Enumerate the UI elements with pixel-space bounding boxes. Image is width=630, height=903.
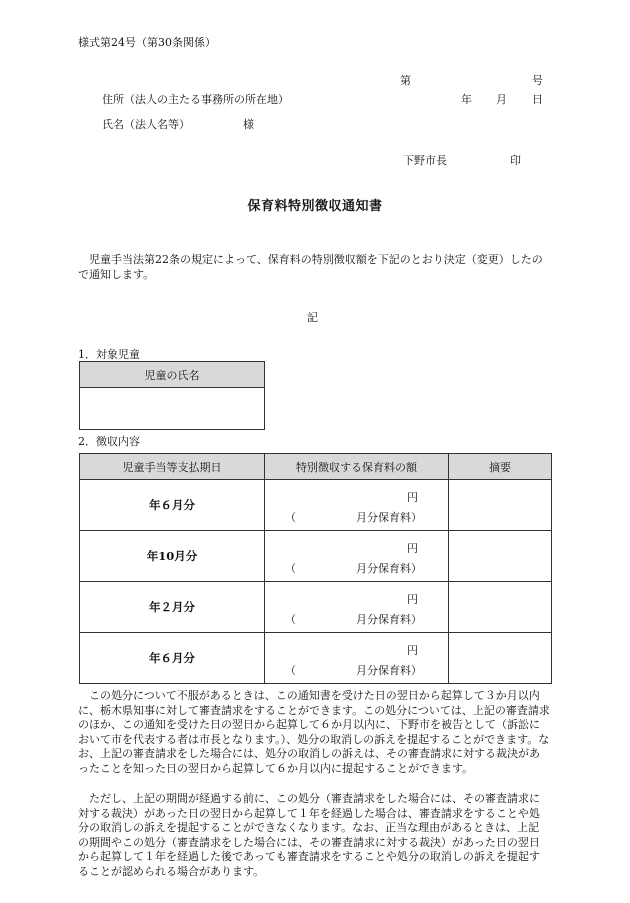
name-label: 氏名（法人名等）	[102, 118, 190, 131]
yen-label: 円	[407, 644, 418, 657]
child-name-header: 児童の氏名	[80, 362, 265, 388]
sama-label: 様	[243, 118, 254, 131]
period-cell: 年２月分	[80, 582, 265, 633]
address-label: 住所（法人の主たる事務所の所在地）	[102, 93, 289, 106]
child-name-cell	[80, 388, 265, 430]
table-row	[80, 480, 552, 531]
table-row	[80, 633, 552, 684]
amount-cell	[265, 633, 449, 684]
open-paren: （	[285, 613, 296, 626]
table-row	[80, 531, 552, 582]
number-prefix: 第	[400, 74, 411, 87]
header-payment-date: 児童手当等支払期日	[80, 454, 265, 480]
yen-label: 円	[407, 542, 418, 555]
date-month: 月	[496, 93, 507, 106]
amount-cell	[265, 531, 449, 582]
document-title: 保育料特別徴収通知書	[247, 199, 383, 214]
remarks-cell	[449, 582, 552, 633]
section2-heading: 2．徴収内容	[78, 435, 140, 448]
number-suffix: 号	[532, 74, 543, 87]
open-paren: （	[285, 511, 296, 524]
notice-paragraph-2: ただし、上記の期間が経過する前に、この処分（審査請求をした場合には、その審査請求に対する裁決）があった日の翌日から起算して１年を経過した場合は、審査請求をすることや処分の取消しの訴えを提起することができなくなります。なお、正当な理由があるときは、上記の期間やこの処分（審査請求をした場合には、その審査請求に対する裁決）があった日の翌日から起算して１年を経過した後であっても審査請求をすることや処分の取消しの訴えを提起することが認められる場合があります。	[78, 792, 540, 878]
yen-label: 円	[407, 491, 418, 504]
period-cell: 年10月分	[80, 531, 265, 582]
month-fee-label: 月分保育料）	[356, 664, 422, 677]
date-day: 日	[532, 93, 543, 106]
child-table	[79, 361, 265, 430]
amount-cell	[265, 582, 449, 633]
seal-mark: 印	[510, 154, 521, 167]
form-label: 様式第24号（第30条関係）	[78, 36, 216, 49]
section1-heading: 1．対象児童	[78, 348, 140, 361]
collection-table	[79, 453, 552, 684]
remarks-cell	[449, 531, 552, 582]
yen-label: 円	[407, 593, 418, 606]
period-cell: 年６月分	[80, 633, 265, 684]
period-cell: 年６月分	[80, 480, 265, 531]
header-remarks: 摘要	[449, 454, 552, 480]
header-amount: 特別徴収する保育料の額	[265, 454, 449, 480]
table-row	[80, 582, 552, 633]
open-paren: （	[285, 562, 296, 575]
remarks-cell	[449, 633, 552, 684]
ki-label: 記	[307, 311, 318, 324]
open-paren: （	[285, 664, 296, 677]
date-year: 年	[461, 93, 472, 106]
notice-paragraph-1: この処分について不服があるときは、この通知書を受けた日の翌日から起算して３か月以内に、栃木県知事に対して審査請求をすることができます。この処分については、上記の審査請求のほか、この通知を受けた日の翌日から起算して６か月以内に、下野市を被告として（訴訟において市を代表する者は市長となります。）、処分の取消しの訴えを提起することができます。なお、上記の審査請求をした場合には、処分の取消しの訴えは、その審査請求に対する裁決があったことを知った日の翌日から起算して６か月以内に提起することができます。	[78, 689, 550, 775]
amount-cell	[265, 480, 449, 531]
intro-paragraph: 児童手当法第22条の規定によって、保育料の特別徴収額を下記のとおり決定（変更）したので通知します。	[78, 253, 543, 281]
month-fee-label: 月分保育料）	[356, 511, 422, 524]
month-fee-label: 月分保育料）	[356, 562, 422, 575]
month-fee-label: 月分保育料）	[356, 613, 422, 626]
mayor-label: 下野市長	[403, 154, 447, 167]
remarks-cell	[449, 480, 552, 531]
